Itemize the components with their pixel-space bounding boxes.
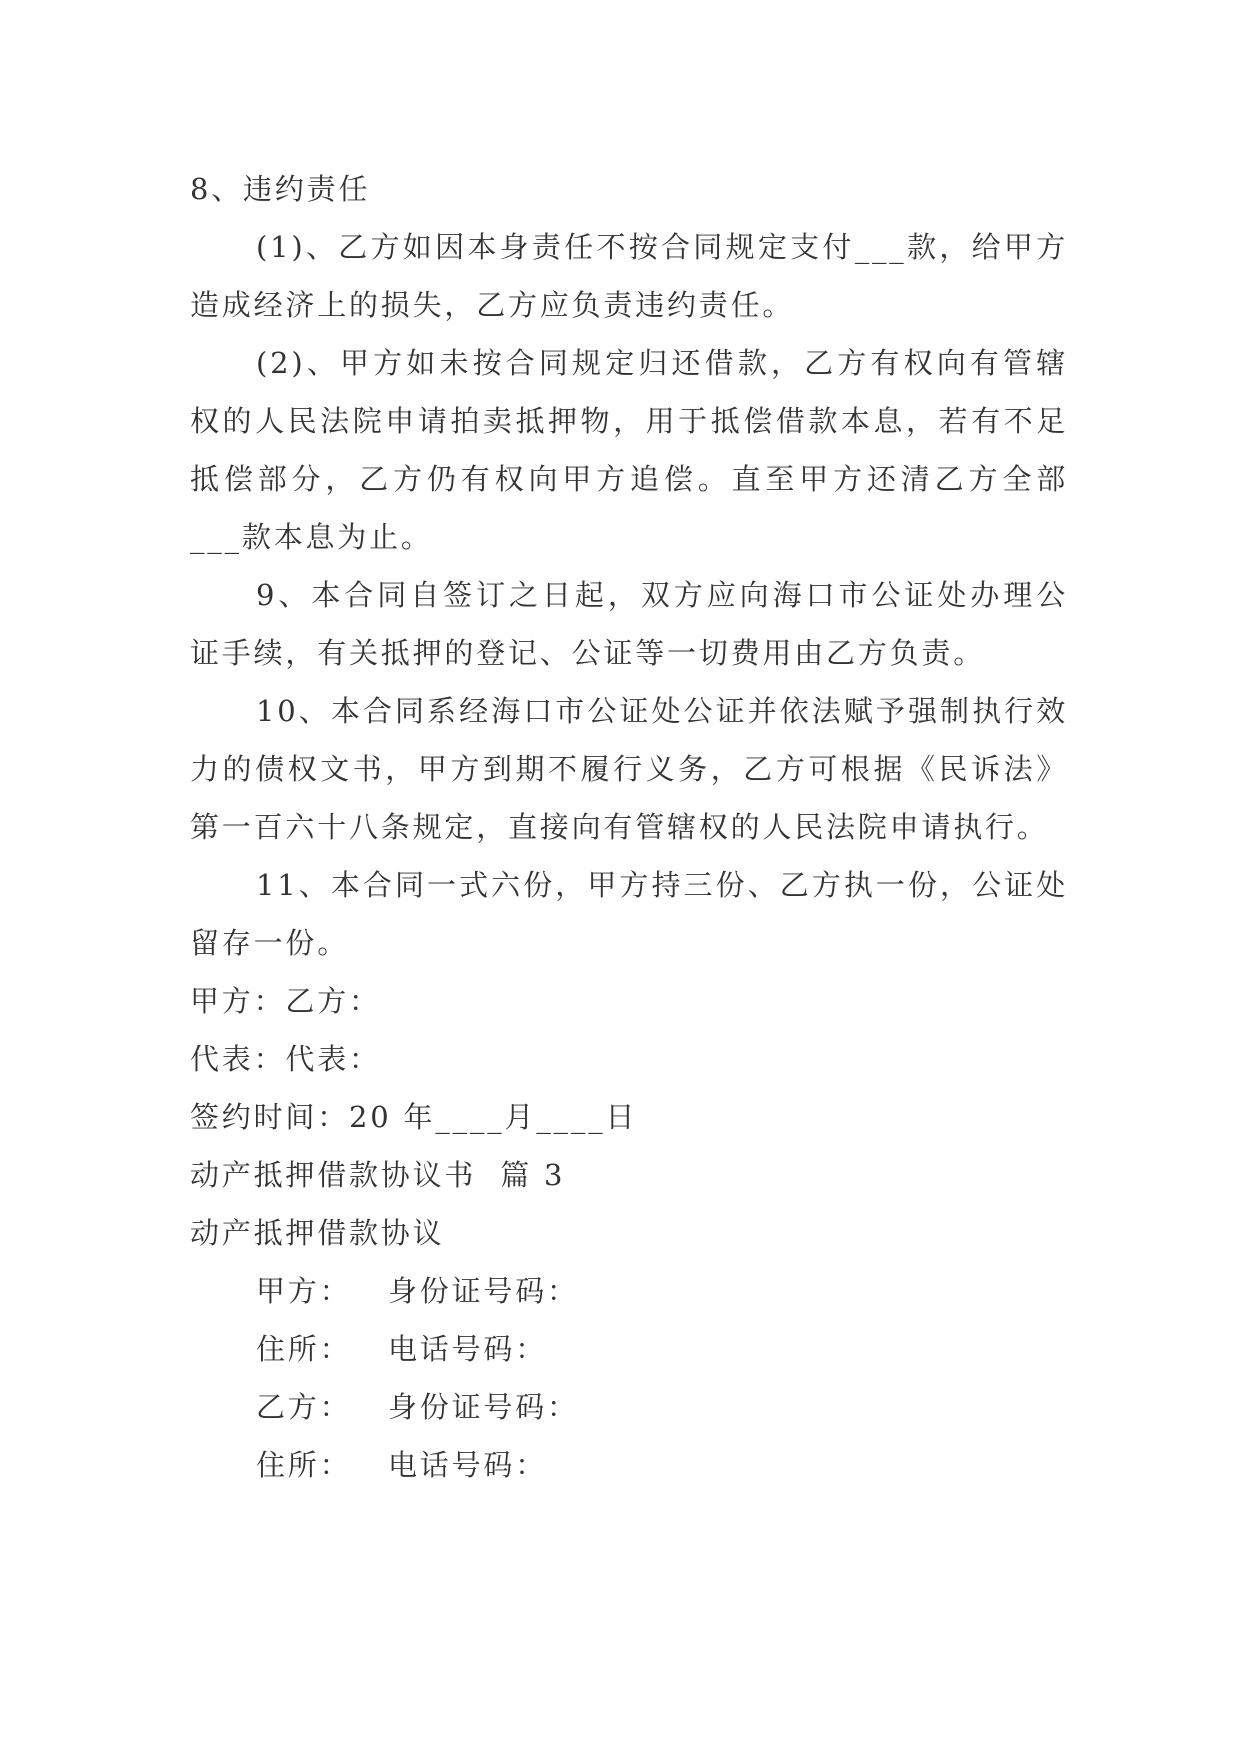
clause-11: 11、本合同一式六份，甲方持三份、乙方执一份，公证处留存一份。 — [190, 868, 1068, 960]
section-8-title: 8、违约责任 — [190, 172, 371, 206]
clause-9: 9、本合同自签订之日起，双方应向海口市公证处办理公证手续，有关抵押的登记、公证等一切费用由乙方负责。 — [190, 578, 1068, 670]
party-field-row — [190, 1320, 1068, 1378]
signing-date-line: 签约时间：20 年____月____日 — [190, 1100, 638, 1134]
party-field-label: 住所： — [256, 1448, 352, 1482]
parties-line: 甲方：乙方： — [190, 984, 381, 1018]
party-field-value: 电话号码： — [388, 1332, 548, 1366]
party-field-label: 住所： — [256, 1332, 352, 1366]
next-section-heading: 动产抵押借款协议书 篇 3 — [190, 1158, 566, 1192]
party-field-value: 身份证号码： — [388, 1390, 579, 1424]
party-field-value: 电话号码： — [388, 1448, 548, 1482]
party-field-row — [190, 1436, 1068, 1494]
clause-8-1: (1)、乙方如因本身责任不按合同规定支付___款，给甲方造成经济上的损失，乙方应负责违约责任。 — [190, 230, 1068, 322]
party-field-row — [190, 1262, 1068, 1320]
agreement-title: 动产抵押借款协议 — [190, 1216, 445, 1250]
party-field-label: 乙方： — [256, 1390, 352, 1424]
party-field-value: 身份证号码： — [388, 1274, 579, 1308]
clause-10: 10、本合同系经海口市公证处公证并依法赋予强制执行效力的债权文书，甲方到期不履行义务，乙方可根据《民诉法》第一百六十八条规定，直接向有管辖权的人民法院申请执行。 — [190, 694, 1068, 844]
party-field-row — [190, 1378, 1068, 1436]
clause-8-2: (2)、甲方如未按合同规定归还借款，乙方有权向有管辖权的人民法院申请拍卖抵押物，用于抵偿借款本息，若有不足抵偿部分，乙方仍有权向甲方追偿。直至甲方还清乙方全部___款本息为止。 — [190, 346, 1068, 554]
document-body — [190, 160, 1068, 1494]
representatives-line: 代表：代表： — [190, 1042, 381, 1076]
party-field-label: 甲方： — [256, 1274, 352, 1308]
